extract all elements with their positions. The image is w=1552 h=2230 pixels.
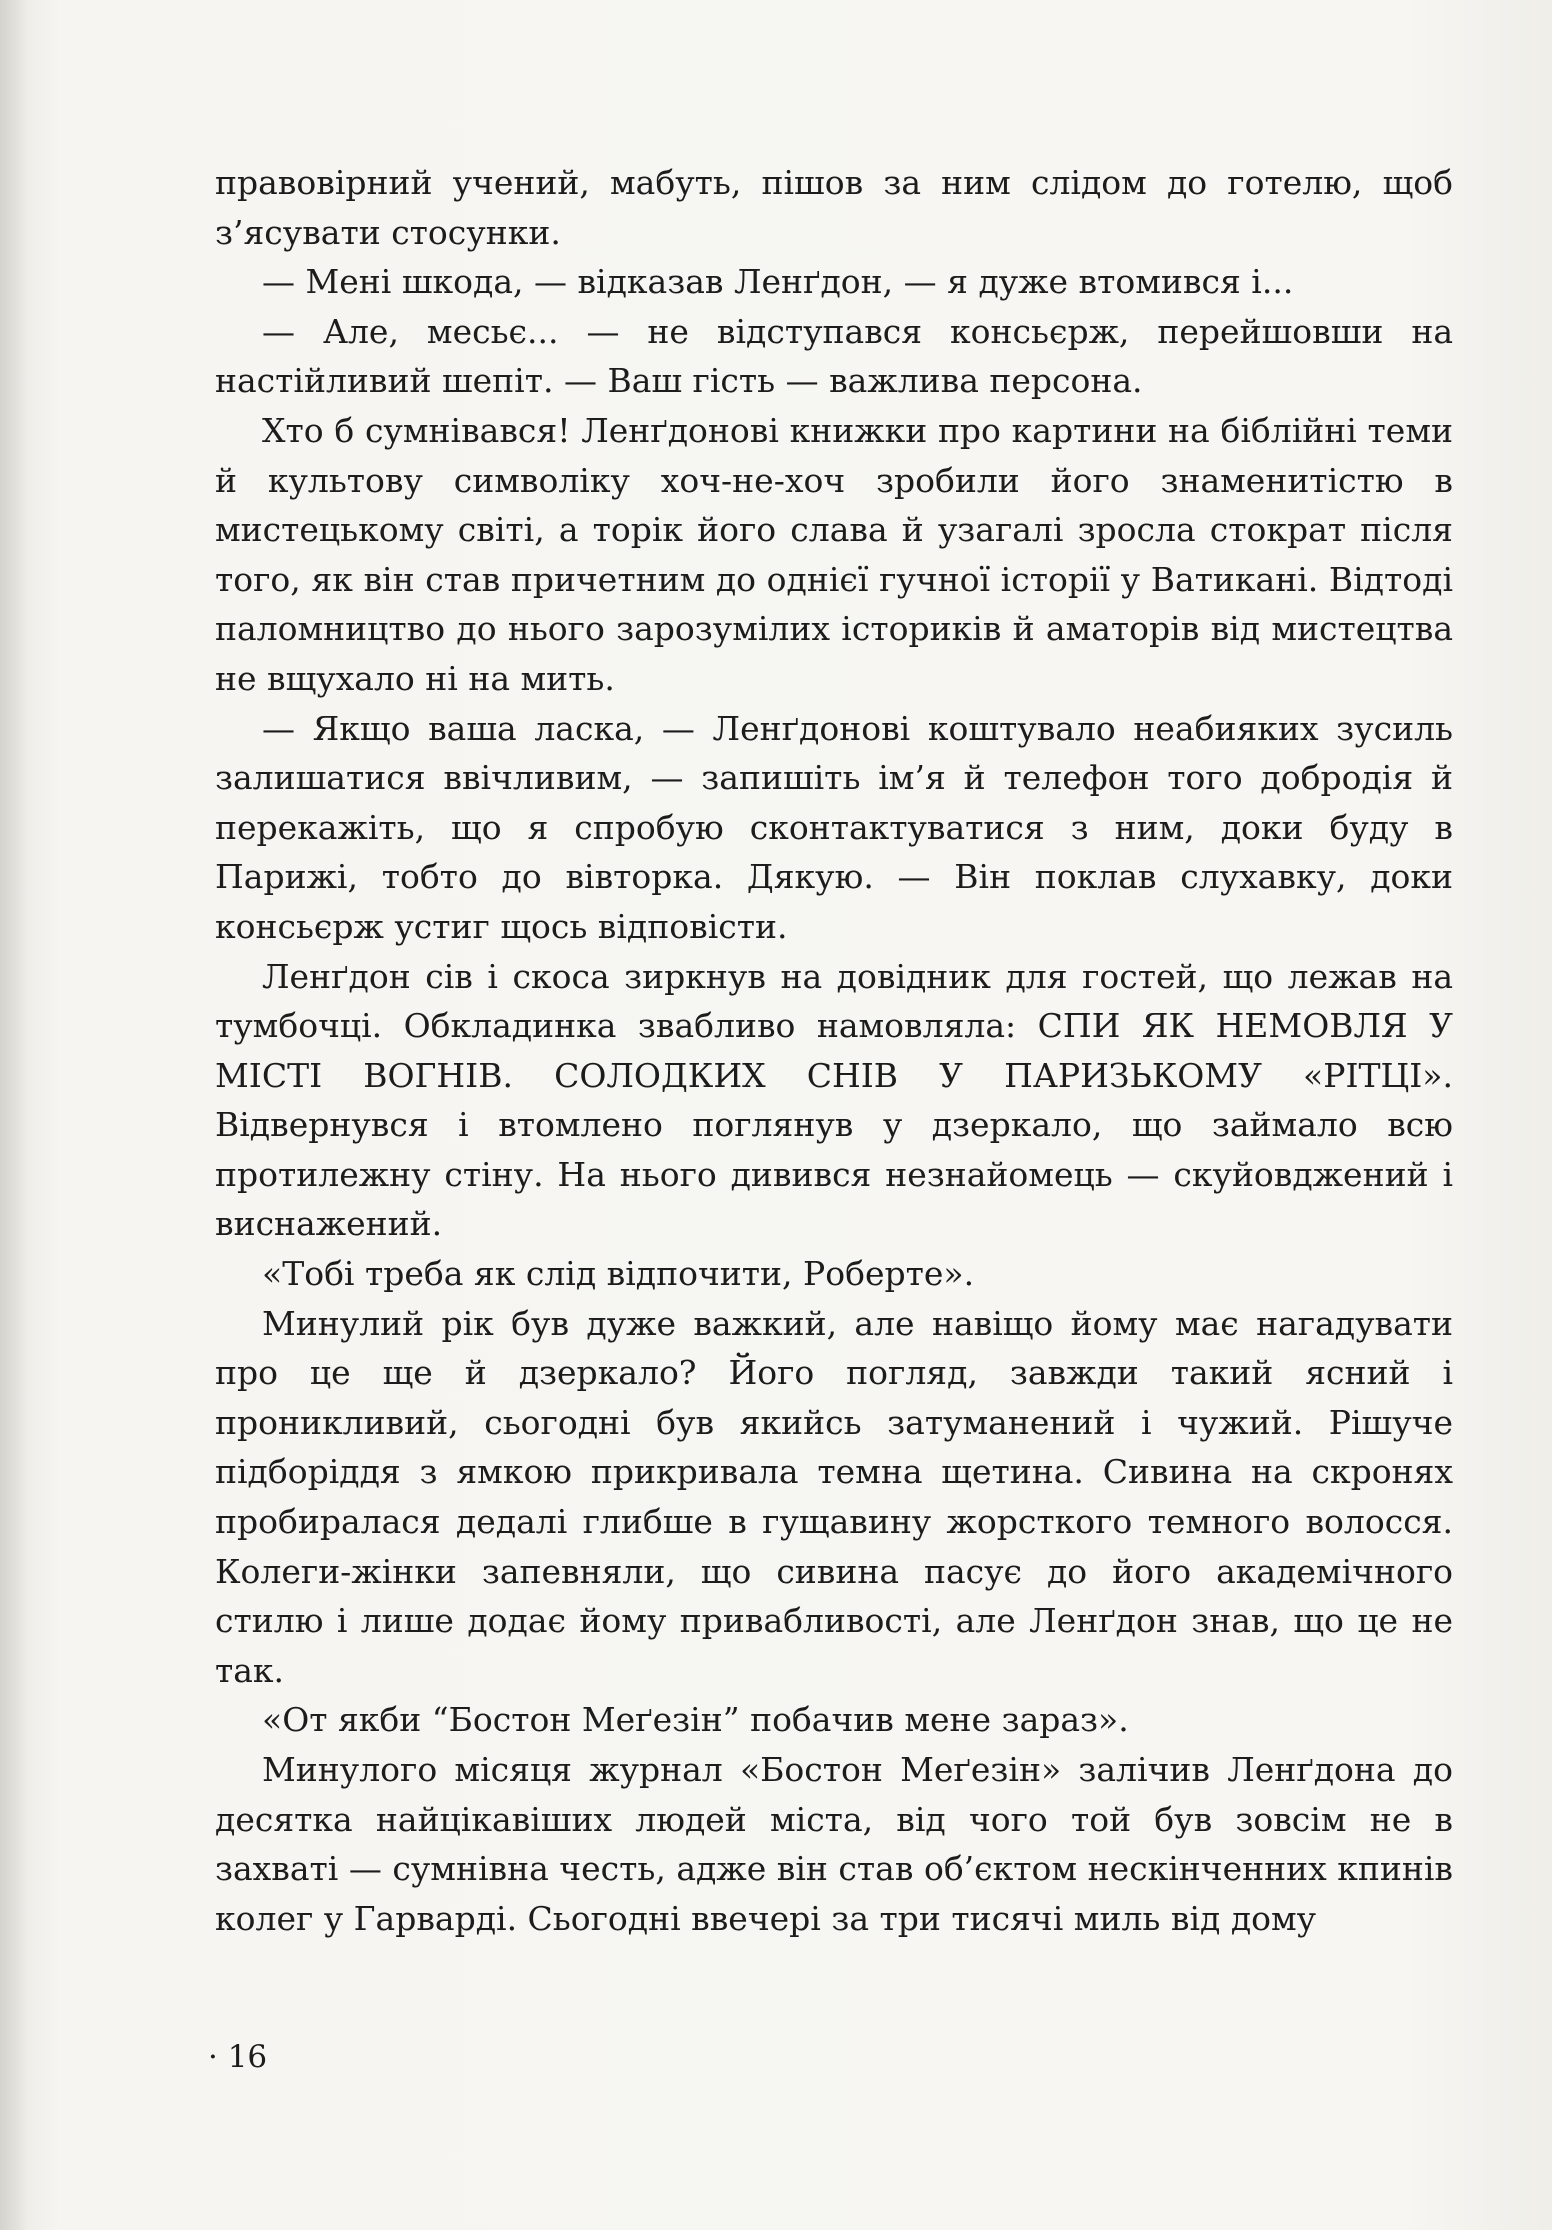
paragraph: — Але, месьє... — не відступався консьєрж, перейшовши на настійливий шепіт. — Ваш гість — важлива персона. bbox=[215, 311, 1453, 401]
paragraph: Минулого місяця журнал «Бостон Меґезін» залічив Ленґдона до десятка найцікавіших людей міста, від чого той був зовсім не в захваті — сумнівна честь, адже він став об’єктом нескінченних кпинів колег у Гарварді. Сьогодні ввечері за три тисячі миль від дому bbox=[215, 1750, 1453, 1938]
paragraph: Ленґдон сів і скоса зиркнув на довідник для гостей, що лежав на тумбочці. Обкладинка звабливо намовляла: СПИ ЯК НЕМОВЛЯ У МІСТІ ВОГНІВ. СОЛОДКИХ СНІВ У ПАРИЗЬКОМУ «РІТЦІ». Відвернувся і втомлено поглянув у дзеркало, що займало всю протилежну стіну. На нього дивився незнайомець — скуйовджений і виснажений. bbox=[215, 956, 1453, 1244]
page-gutter-shadow bbox=[0, 0, 28, 2230]
paragraph: — Мені шкода, — відказав Ленґдон, — я дуже втомився і... bbox=[262, 262, 1294, 302]
paragraph: «Тобі треба як слід відпочити, Роберте». bbox=[262, 1254, 975, 1294]
paragraph: Хто б сумнівався! Ленґдонові книжки про картини на біблійні теми й культову символіку хоч-не-хоч зробили його знаменитістю в мистецькому світі, а торік його слава й узагалі зросла стократ після того, як він став причетним до однієї гучної історії у Ватикані. Відтоді паломництво до нього зарозумілих істориків й аматорів від мистецтва не вщухало ні на мить. bbox=[215, 410, 1453, 698]
paragraph: «От якби “Бостон Меґезін” побачив мене зараз». bbox=[262, 1700, 1129, 1740]
paragraph: Минулий рік був дуже важкий, але навіщо йому має нагадувати про це ще й дзеркало? Його погляд, завжди такий ясний і проникливий, сьогодні був якийсь затуманений і чужий. Рішуче підборіддя з ямкою прикривала темна щетина. Сивина на скронях пробиралася дедалі глибше в гущавину жорсткого темного волосся. Колеги-жінки запевняли, що сивина пасує до його академічного стилю і лише додає йому привабливості, але Ленґдон знав, що це не так. bbox=[215, 1303, 1453, 1690]
page-number: · 16 bbox=[208, 2039, 268, 2075]
paragraph: правовірний учений, мабуть, пішов за ним слідом до готелю, щоб з’ясувати стосунки. bbox=[215, 163, 1453, 252]
body-text bbox=[215, 158, 1453, 1943]
paragraph: — Якщо ваша ласка, — Ленґдонові коштувало неабияких зусиль залишатися ввічливим, — запишіть ім’я й телефон того добродія й перекажіть, що я спробую сконтактуватися з ним, доки буду в Парижі, тобто до вівторка. Дякую. — Він поклав слухавку, доки консьєрж устиг щось відповісти. bbox=[215, 708, 1453, 946]
